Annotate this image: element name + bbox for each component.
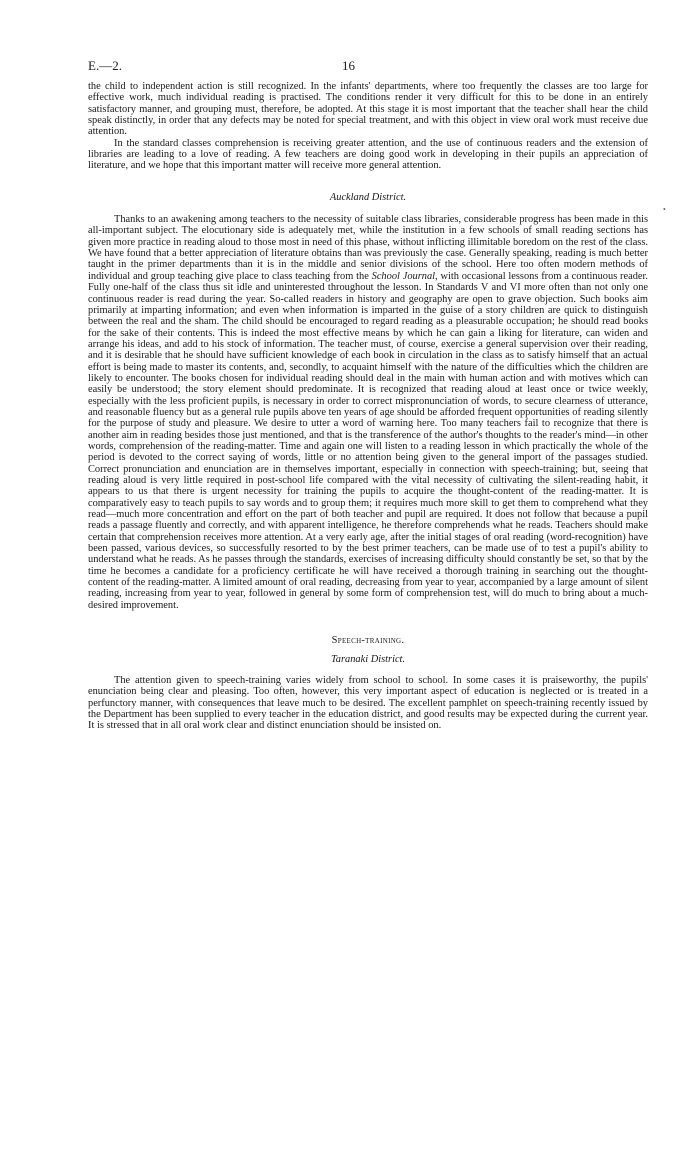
school-journal-title: School Journal bbox=[371, 270, 436, 282]
margin-dot: • bbox=[663, 205, 666, 214]
auckland-paragraph-part-2: , with occasional lessons from a continuous reader. Fully one-half of the class thus sit idle and uninterested throughout the lesson. In Standards V and VI more often than not only one continuous reader is read during the year. So-called readers in history and geography are open to grave objection. Such books aim primarily at imparting information; and even when information is imparted in the guise of a story children are quick to distinguish between the real and the sham. The child should be encouraged to regard reading as a pleasurable occupation; he should read books for the sake of their contents. This is indeed the most effective means by which he can gain a liking for literature, can widen and arrange his ideas, and add to his stock of information. The teacher must, of course, exercise a general supervision over their reading, and it is desirable that he should have sufficient knowledge of each book in circulation in the class as to satisfy himself that an actual effort is being made to master its contents, and, secondly, to acquaint himself with the nature of the difficulties which the children are likely to encounter. The books chosen for individual reading should deal in the main with human action and with motives which can easily be understood; the story element should predominate. It is recognized that reading aloud at least once or twice weekly, especially with the less proficient pupils, is necessary in order to correct mispronunciation of words, to secure clearness of utterance, and reasonable fluency but as a general rule pupils above ten years of age should be afforded frequent opportunities of reading silently for the purpose of study and pleasure. We desire to utter a word of warning here. Too many teachers fail to recognize that there is another aim in reading besides those just mentioned, and that is the transference of the author's thoughts to the reader's mind—in other words, comprehension of the reading-matter. Time and again one will listen to a reading lesson in which practically the whole of the period is devoted to the correct saying of words, little or no attention being given to the general import of the passages studied. Correct pronunciation and enunciation are in themselves important, especially in connection with speech-training; but, seeing that reading aloud is very little required in post-school life compared with the vital necessity of cultivating the silent-reading habit, it appears to us that there is urgent necessity for training the pupils to acquire the thought-content of the reading-matter. It is comparatively easy to teach pupils to say words and to group them; it requires much more skill to get them to comprehend what they read—much more concentration and effort on the part of both teacher and pupil are required. It does not follow that because a pupil reads a passage fluently and correctly, and with apparent intelligence, he therefore comprehends what he reads. Teachers should make certain that comprehension receives more attention. At a very early age, after the initial stages of oral reading (word-recognition) have been passed, various devices, so successfully resorted to by the best primer teachers, can be made use of to test a pupil's ability to understand what he reads. As he passes through the standards, exercises of increasing difficulty should constantly be set, so that by the time he becomes a candidate for a proficiency certificate he will have received a thorough training in searching out the thought-content of the reading-matter. A limited amount of oral reading, decreasing from year to year, accompanied by a large amount of silent reading, increasing from year to year, followed in general by some form of comprehension test, will do much to bring about a much-desired improvement. bbox=[88, 270, 649, 611]
standard-classes-paragraph: In the standard classes comprehension is receiving greater attention, and the use of continuous readers and the extension of libraries are leading to a love of reading. A few teachers are doing good work in developing in their pupils an appreciation of literature, and we hope that this important matter will receive more general attention. bbox=[88, 137, 648, 172]
page-number: 16 bbox=[342, 58, 355, 73]
opening-paragraph-continued: the child to independent action is still recognized. In the infants' departments, where too frequently the classes are too large for effective work, much individual reading is practised. The conditions render it very difficult for this to be done in an entirely satisfactory manner, and grouping must, therefore, be adopted. At this stage it is most important that the teacher shall hear the child speak distinctly, in order that any defects may be noted for special treatment, and with this object in view oral work must receive due attention. bbox=[88, 81, 648, 138]
document-reference: E.—2. bbox=[88, 58, 122, 73]
speech-training-heading: Speech-training. bbox=[331, 635, 405, 647]
auckland-paragraph bbox=[88, 214, 648, 611]
speech-training-paragraph: The attention given to speech-training varies widely from school to school. In some cases it is praiseworthy, the pupils' enunciation being clear and pleasing. Too often, however, this very important aspect of education is neglected or is treated in a perfunctory manner, with consequences that leave much to be desired. The excellent pamphlet on speech-training recently issued by the Department has been supplied to every teacher in the education district, and good results may be expected during the current year. It is stressed that in all oral work clear and distinct enunciation should be insisted on. bbox=[88, 674, 648, 732]
auckland-district-heading: Auckland District. bbox=[329, 191, 407, 203]
body-text bbox=[88, 81, 648, 732]
taranaki-district-heading: Taranaki District. bbox=[330, 654, 406, 666]
running-header bbox=[88, 58, 648, 78]
auckland-paragraph-part-1: Thanks to an awakening among teachers to the necessity of suitable class libraries, considerable progress has been made in this all-important subject. The elocutionary side is adequately met, while the institution in a few schools of small reading sections has given more practice in reading aloud to those most in need of this phase, without inflicting illimitable boredom on the rest of the class. We have found that a better appreciation of literature obtains than was previously the case. Generally speaking, reading is much better taught in the primer departments than it is in the middle and senior divisions of the school. Here too often modern methods of individual and group teaching give place to class teaching from the bbox=[88, 214, 648, 282]
